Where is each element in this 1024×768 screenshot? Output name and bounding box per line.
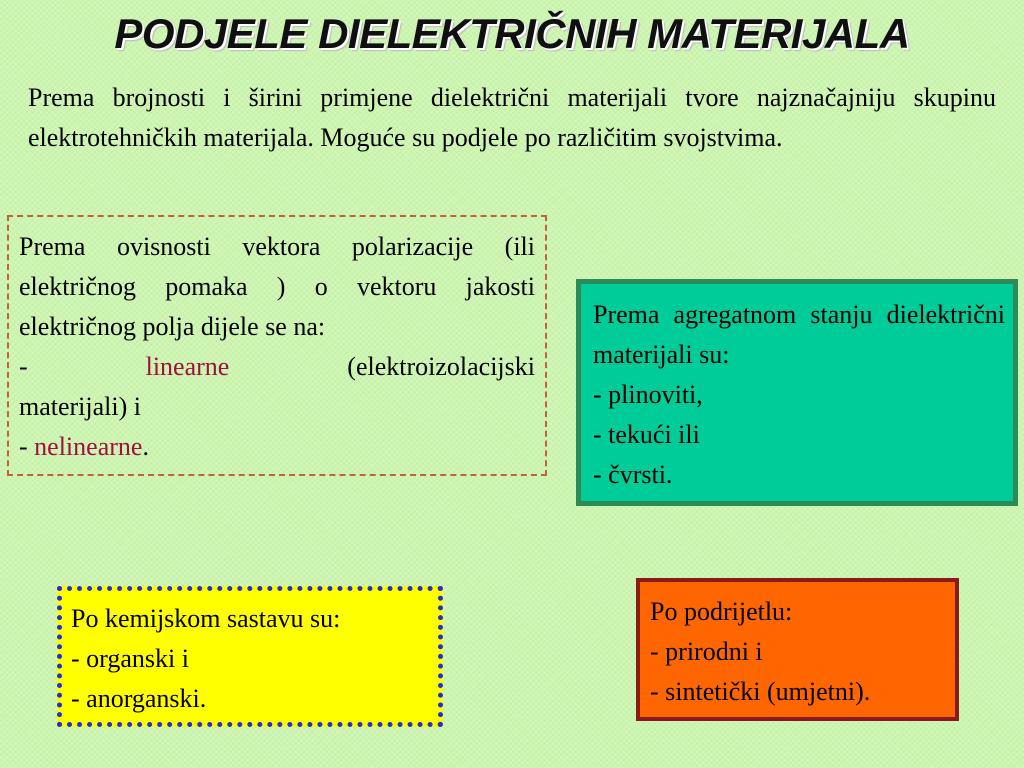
linear-term: linearne — [145, 352, 230, 381]
origin-box — [636, 578, 959, 721]
slide-title: PODJELE DIELEKTRIČNIH MATERIJALA — [114, 10, 910, 57]
linear-line — [19, 347, 535, 387]
linear-description-end: materijali) i — [19, 392, 142, 421]
origin-item-synthetic: - sintetički (umjetni). — [650, 677, 871, 706]
polarization-classification-box — [7, 215, 547, 476]
aggregate-state-box — [576, 279, 1018, 506]
nonlinear-term: nelinearne — [34, 432, 143, 461]
linear-dash: - — [19, 352, 28, 381]
linear-description-start: (elektroizolacijski — [347, 352, 535, 381]
aggregate-item-liquid: - tekući ili — [593, 420, 700, 449]
nonlinear-line — [19, 427, 535, 467]
origin-item-natural: - prirodni i — [650, 637, 763, 666]
chemical-item-organic: - organski i — [71, 644, 189, 673]
chemical-composition-box — [57, 586, 443, 727]
polarization-intro-text: Prema ovisnosti vektora polarizacije (ili električnog pomaka ) o vektoru jakosti električnog polja dijele se na: — [19, 232, 535, 341]
aggregate-item-solid: - čvrsti. — [593, 460, 673, 489]
slide-intro-paragraph: Prema brojnosti i širini primjene dielektrični materijali tvore najznačajniju skupinu elektrotehničkih materijala. Moguće su podjele po različitim svojstvima. — [28, 83, 996, 152]
chemical-item-inorganic: - anorganski. — [71, 684, 207, 713]
aggregate-intro-text: Prema agregatnom stanju dielektrični materijali su: — [593, 300, 1005, 369]
chemical-intro-text: Po kemijskom sastavu su: — [71, 604, 341, 633]
nonlinear-period: . — [142, 432, 149, 461]
origin-intro-text: Po podrijetlu: — [650, 597, 793, 626]
nonlinear-dash: - — [19, 432, 35, 461]
aggregate-item-gaseous: - plinoviti, — [593, 380, 703, 409]
